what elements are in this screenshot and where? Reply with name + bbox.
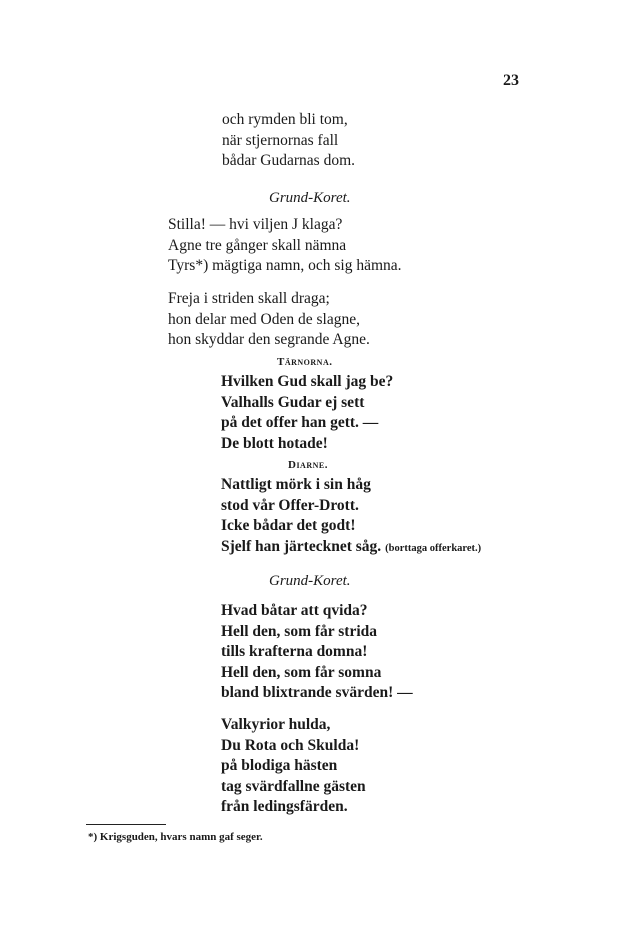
verse-stanza-5 <box>221 475 481 559</box>
verse-line: från ledingsfärden. <box>221 798 348 815</box>
verse-line <box>221 537 481 560</box>
verse-stanza-3 <box>168 289 370 351</box>
verse-line: och rymden bli tom, <box>222 111 348 128</box>
verse-stanza-2 <box>168 215 402 277</box>
verse-line: stod vår Offer-Drott. <box>221 496 359 514</box>
verse-line: Valhalls Gudar ej sett <box>221 393 365 411</box>
verse-line: Freja i striden skall draga; <box>168 290 330 307</box>
verse-line: Icke bådar det godt! <box>221 517 356 534</box>
verse-line: Hell den, som får strida <box>221 622 377 640</box>
verse-line: bådar Gudarnas dom. <box>222 152 355 169</box>
verse-line: Stilla! — hvi viljen J klaga? <box>168 216 343 233</box>
verse-line: bland blixtrande svärden! — <box>221 684 413 701</box>
stage-direction: (borttaga offerkaret.) <box>385 542 482 554</box>
page-number: 23 <box>503 72 519 89</box>
verse-stanza-6 <box>221 601 413 704</box>
verse-line: Tyrs*) mägtiga namn, och sig hämna. <box>168 257 402 274</box>
verse-line: Hvilken Gud skall jag be? <box>221 373 394 390</box>
speaker-label-2: Diarne. <box>288 459 328 471</box>
verse-line: Hell den, som får somna <box>221 663 382 681</box>
verse-line: Agne tre gånger skall nämna <box>168 236 347 254</box>
footnote: *) Krigsguden, hvars namn gaf seger. <box>88 831 263 843</box>
speaker-label-1: Tärnorna. <box>277 356 333 368</box>
verse-line: på det offer han gett. — <box>221 414 379 431</box>
verse-line: hon skyddar den segrande Agne. <box>168 331 370 348</box>
verse-line-text: Sjelf han järtecknet såg. <box>221 537 382 555</box>
verse-stanza-4 <box>221 372 393 454</box>
verse-line: när stjernornas fall <box>222 131 339 149</box>
verse-line: Valkyrior hulda, <box>221 716 331 733</box>
chorus-heading-2: Grund-Koret. <box>269 573 351 589</box>
verse-line: tills krafterna domna! <box>221 643 368 660</box>
verse-line: hon delar med Oden de slagne, <box>168 310 360 328</box>
verse-line: De blott hotade! <box>221 434 328 452</box>
footnote-rule <box>86 824 166 825</box>
verse-line: Hvad båtar att qvida? <box>221 602 368 619</box>
verse-stanza-1 <box>222 110 355 172</box>
verse-line: på blodiga hästen <box>221 757 338 774</box>
verse-line: tag svärdfallne gästen <box>221 777 366 795</box>
verse-line: Du Rota och Skulda! <box>221 736 360 754</box>
verse-line: Nattligt mörk i sin håg <box>221 476 371 493</box>
verse-stanza-7 <box>221 715 366 818</box>
chorus-heading-1: Grund-Koret. <box>269 190 351 206</box>
